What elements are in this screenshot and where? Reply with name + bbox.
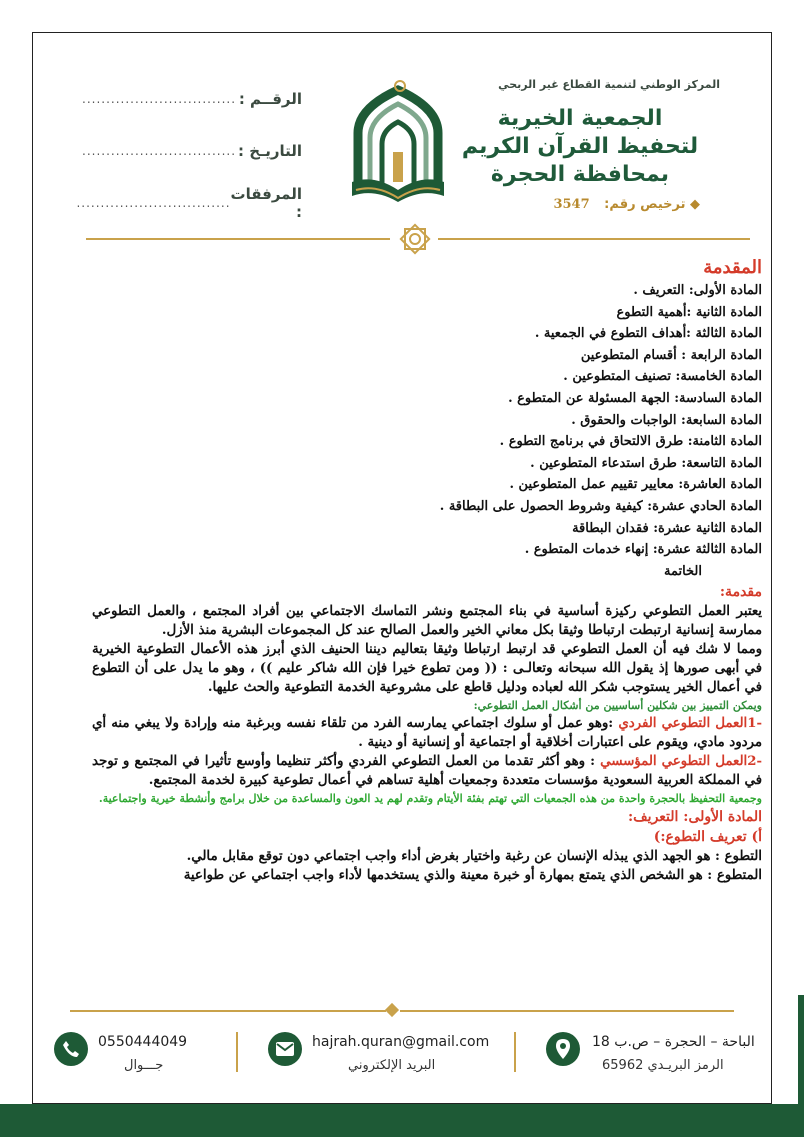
toc-item: المادة الرابعة : أقسام المتطوعين <box>580 347 762 363</box>
toc-item: المادة السادسة: الجهة المسئولة عن المتطوع . <box>508 390 762 406</box>
star-ornament-icon <box>398 222 432 256</box>
license-line <box>460 197 700 212</box>
phone-label: جـــوال <box>124 1058 164 1073</box>
contact-footer <box>50 1026 760 1086</box>
toc-item: المادة الحادي عشرة: كيفية وشروط الحصول على البطاقة . <box>439 498 762 514</box>
footer-separator <box>236 1032 238 1072</box>
toc-item: المادة الخامسة: تصنيف المتطوعين . <box>563 369 762 385</box>
definition-volunteer: المتطوع : هو الشخص الذي يتمتع بمهارة أو خبرة معينة والذي يستخدمها لأداء واجب اجتماعي عن طواعية <box>183 868 762 884</box>
attachments-label: المرفقات : <box>230 185 302 221</box>
ref-number-row <box>82 86 302 112</box>
phone-number: 0550444049 <box>98 1034 188 1050</box>
article-1-heading: المادة الأولى: التعريف: <box>628 809 762 826</box>
postal-address: الباحة – الحجرة – ص.ب 18 <box>592 1034 755 1050</box>
form-institutional <box>92 752 762 790</box>
intro-paragraph-2: ومما لا شك فيه أن العمل التطوعي قد ارتبط ارتباطا وثيقا بتعاليم ديننا الحنيف الذي أبرز هذه الأعمال التطوعية الخيرية في أبهى صورها إذ يقول الله سبحانه وتعالـى : (( ومن تطوع خيرا فإن الله شاكر عليم )) ، وهو ما يدل على أن التطوع في أعمال الخير يستوجب شكر الله لعباده ودليل قاطع على مشروعية الخدمة التطوعية والحث عليها. <box>92 642 762 696</box>
attachments-row <box>76 185 302 221</box>
center-name: المركز الوطني لتنمية القطاع غير الربحي <box>498 78 720 91</box>
mosque-book-logo <box>338 78 458 208</box>
toc-item: المادة الثامنة: طرق الالتحاق في برنامج التطوع . <box>499 434 762 450</box>
article-1-subheading: أ) تعريف التطوع:) <box>653 829 762 846</box>
email-label: البريد الإلكتروني <box>348 1058 436 1073</box>
forms-heading: ويمكن التمييز بين شكلين أساسيين من أشكال العمل التطوعي: <box>473 699 762 713</box>
toc-item: المادة العاشرة: معايير تقييم عمل المتطوعين . <box>509 477 762 493</box>
ref-number-label: الرقــم : <box>238 90 302 108</box>
toc-item: المادة الثالثة عشرة: إنهاء خدمات المتطوع . <box>524 542 762 558</box>
org-name-line-2: لتحفيظ القرآن الكريم <box>461 134 699 159</box>
footer-separator <box>514 1032 516 1072</box>
form-individual <box>92 714 762 752</box>
reference-fields <box>76 86 302 242</box>
form-individual-title: -1العمل التطوعي الفردي <box>618 716 762 732</box>
toc-closing: الخاتمة <box>663 563 702 579</box>
date-blank: ................................ <box>82 144 237 158</box>
toc-item: المادة السابعة: الواجبات والحقوق . <box>571 412 762 428</box>
organization-header <box>460 78 720 212</box>
postal-code: الرمز البريـدي 65962 <box>602 1058 724 1073</box>
decorative-side-bar <box>798 995 804 1105</box>
intro-paragraph-1: يعتبر العمل التطوعي ركيزة أساسية في بناء المجتمع ونشر التماسك الاجتماعي بين أفراد المجتمع ، والعمل التطوعي ممارسة إنسانية ارتبطت ارتباطا وثيقا بكل معاني الخير والعمل الصالح عند كل المجموعات البشرية منذ الأزل. <box>92 604 762 639</box>
license-label: ◆ ترخيص رقم: <box>604 197 700 212</box>
toc-title: المقدمة <box>703 257 762 278</box>
license-number: 3547 <box>553 197 590 212</box>
toc-item: المادة التاسعة: طرق استدعاء المتطوعين . <box>530 455 762 471</box>
header-divider-left <box>86 238 390 240</box>
header-divider-right <box>438 238 750 240</box>
toc-item: المادة الأولى: التعريف . <box>633 283 762 298</box>
date-row <box>82 138 302 164</box>
toc-item: المادة الثالثة :أهداف التطوع في الجمعية . <box>534 326 762 342</box>
form-institutional-title: -2العمل التطوعي المؤسسي <box>600 754 762 770</box>
org-name-line-3: بمحافظة الحجرة <box>490 162 670 187</box>
email-address[interactable]: hajrah.quran@gmail.com <box>312 1034 490 1050</box>
mail-icon <box>268 1032 302 1066</box>
form-institutional-text: : وهو أكثر تقدما من العمل التطوعي الفردي وأكثر تنظيما وأوسع تأثيرا في المجتمع و توجد في المملكة العربية السعودية مؤسسات متعددة وجمعيات أهلية تساهم في أعمال تطوعية كبيرة لخدمة المجتمع. <box>92 754 762 789</box>
toc-item: المادة الثانية عشرة: فقدان البطاقة <box>572 520 762 536</box>
document-body <box>92 256 762 885</box>
form-individual-text: :وهو عمل أو سلوك اجتماعي يمارسه الفرد من تلقاء نفسه وبرغبة منه وإرادة ولا يبغي منه أي مردود مادي، ويقوم على اعتبارات أخلاقية أو اجتماعية أو إنسانية أو دينية . <box>92 716 762 751</box>
attachments-blank: ................................ <box>76 196 231 210</box>
footer-divider-left <box>70 1010 386 1012</box>
phone-icon <box>54 1032 88 1066</box>
ref-number-blank: ................................ <box>82 92 237 106</box>
decorative-bottom-band <box>0 1104 804 1137</box>
association-note: وجمعية التحفيظ بالحجرة واحدة من هذه الجمعيات التي تهتم بفئة الأيتام وتقدم لهم يد العون والمساعدة من خلال برامج وأنشطة خيرية واجتماعية. <box>98 792 762 806</box>
footer-divider-right <box>400 1010 734 1012</box>
org-name-line-1: الجمعية الخيرية <box>497 106 663 131</box>
toc-item: المادة الثانية :أهمية التطوع <box>616 304 762 320</box>
definition-volunteering: التطوع : هو الجهد الذي يبذله الإنسان عن رغبة واختيار بغرض أداء واجب اجتماعي دون توقع مقابل مالي. <box>186 849 762 865</box>
date-label: التاريـخ : <box>238 142 302 160</box>
location-pin-icon <box>546 1032 580 1066</box>
intro-heading: مقدمة: <box>719 584 762 601</box>
